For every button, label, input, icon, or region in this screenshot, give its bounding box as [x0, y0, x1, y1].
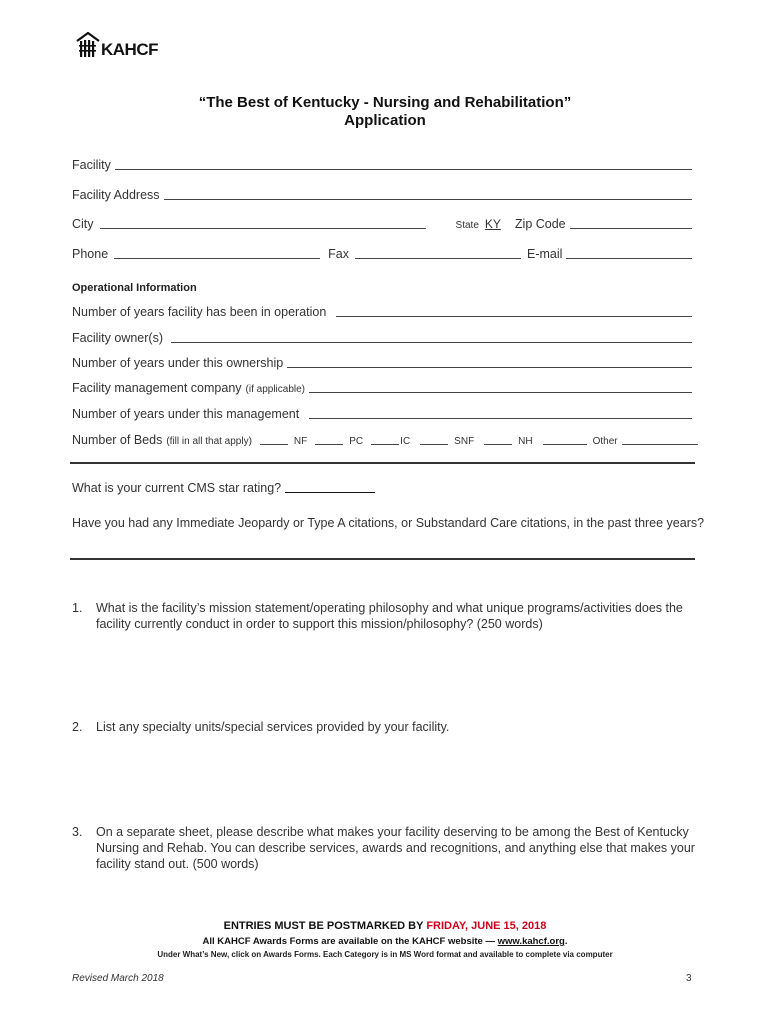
question-3-number: 3. — [72, 825, 83, 839]
state-label: State — [455, 220, 479, 231]
revised-date: Revised March 2018 — [72, 973, 164, 984]
citations-answer-line[interactable] — [70, 558, 695, 560]
owners-line[interactable] — [171, 342, 692, 343]
bed-nf-line[interactable] — [260, 444, 288, 445]
bed-type-ic: IC — [400, 436, 411, 447]
years-mgmt-line[interactable] — [309, 418, 692, 419]
operational-heading: Operational Information — [72, 282, 197, 294]
bed-other-value-line[interactable] — [622, 444, 698, 445]
page-subtitle: Application — [344, 112, 426, 129]
facility-label: Facility — [72, 158, 111, 172]
citations-question — [72, 516, 712, 530]
phone-label: Phone — [72, 247, 109, 261]
beds-label: Number of Beds — [72, 433, 163, 447]
bed-type-snf: SNF — [454, 436, 475, 447]
cms-rating-line[interactable] — [285, 492, 375, 493]
question-2 — [72, 719, 697, 735]
website-prefix: All KAHCF Awards Forms are available on the KAHCF website — — [202, 936, 498, 947]
bed-pc-line[interactable] — [315, 444, 343, 445]
bed-ic-line[interactable] — [371, 444, 399, 445]
bed-type-nf: NF — [293, 436, 308, 447]
mgmt-company-note: (if applicable) — [245, 384, 306, 395]
section-divider — [70, 462, 695, 464]
facility-address-field[interactable] — [72, 188, 692, 202]
facility-address-line[interactable] — [164, 199, 692, 200]
phone-fax-email-row — [72, 247, 692, 261]
building-icon — [76, 32, 100, 58]
bed-nh-line[interactable] — [484, 444, 512, 445]
years-ownership-field[interactable] — [72, 356, 692, 370]
facility-line[interactable] — [115, 169, 692, 170]
city-line[interactable] — [100, 228, 426, 229]
years-ownership-label: Number of years under this ownership — [72, 356, 284, 370]
page-title: “The Best of Kentucky - Nursing and Rehabilitation” — [198, 94, 572, 111]
beds-row — [72, 433, 698, 447]
bed-other-line[interactable] — [543, 444, 587, 445]
fax-line[interactable] — [355, 258, 521, 259]
years-mgmt-label: Number of years under this management — [72, 407, 300, 421]
postmark-notice — [0, 920, 770, 932]
citations-label: Have you had any Immediate Jeopardy or Type A citations, or Substandard Care citations, in the past three years? — [72, 516, 705, 530]
owners-field[interactable] — [72, 331, 692, 345]
cms-rating-field[interactable] — [72, 481, 375, 495]
mgmt-company-line[interactable] — [309, 392, 692, 393]
years-mgmt-field[interactable] — [72, 407, 692, 421]
city-state-zip-row — [72, 217, 692, 231]
instructions-notice: Under What’s New, click on Awards Forms. Each Category is in MS Word format and available to complete via computer — [157, 950, 613, 959]
postmark-prefix: ENTRIES MUST BE POSTMARKED BY — [223, 920, 427, 932]
beds-note: (fill in all that apply) — [166, 436, 252, 447]
question-1-number: 1. — [72, 601, 83, 615]
bed-type-nh: NH — [518, 436, 533, 447]
website-suffix: . — [564, 936, 568, 947]
question-2-number: 2. — [72, 720, 83, 734]
facility-address-label: Facility Address — [72, 188, 160, 202]
mgmt-company-label: Facility management company — [72, 381, 242, 395]
question-3-text: On a separate sheet, please describe what makes your facility deserving to be among the Best of Kentucky Nursing and Rehab. You can describe services, awards and recognitions, and anything else that makes your facility stand out. (500 words) — [96, 825, 695, 871]
phone-line[interactable] — [114, 258, 320, 259]
question-1-text: What is the facility’s mission statement/operating philosophy and what unique programs/activities does the facility currently conduct in order to support this mission/philosophy? (250 words) — [96, 601, 683, 631]
bed-type-other: Other — [592, 436, 618, 447]
website-notice — [0, 936, 770, 947]
zip-label: Zip Code — [514, 217, 566, 231]
email-label: E-mail — [527, 247, 563, 261]
fax-label: Fax — [328, 247, 349, 261]
page-number: 3 — [686, 973, 692, 984]
website-link[interactable]: www.kahcf.org — [497, 936, 565, 947]
bed-type-pc: PC — [349, 436, 364, 447]
bed-snf-line[interactable] — [420, 444, 448, 445]
question-2-text: List any specialty units/special services provided by your facility. — [96, 720, 450, 734]
facility-field[interactable] — [72, 158, 692, 172]
years-operation-line[interactable] — [336, 316, 692, 317]
logo-text: KAHCF — [101, 40, 158, 59]
years-ownership-line[interactable] — [287, 367, 692, 368]
zip-line[interactable] — [570, 228, 692, 229]
owners-label: Facility owner(s) — [72, 331, 163, 345]
postmark-date: FRIDAY, JUNE 15, 2018 — [426, 920, 547, 932]
state-value[interactable]: KY — [484, 217, 501, 231]
question-1 — [72, 600, 697, 632]
kahcf-logo — [76, 30, 158, 58]
email-line[interactable] — [566, 258, 692, 259]
mgmt-company-field[interactable] — [72, 381, 692, 395]
question-3 — [72, 824, 697, 872]
cms-rating-label: What is your current CMS star rating? — [72, 481, 282, 495]
years-operation-label: Number of years facility has been in operation — [72, 305, 327, 319]
city-label: City — [72, 217, 94, 231]
years-operation-field[interactable] — [72, 305, 692, 319]
